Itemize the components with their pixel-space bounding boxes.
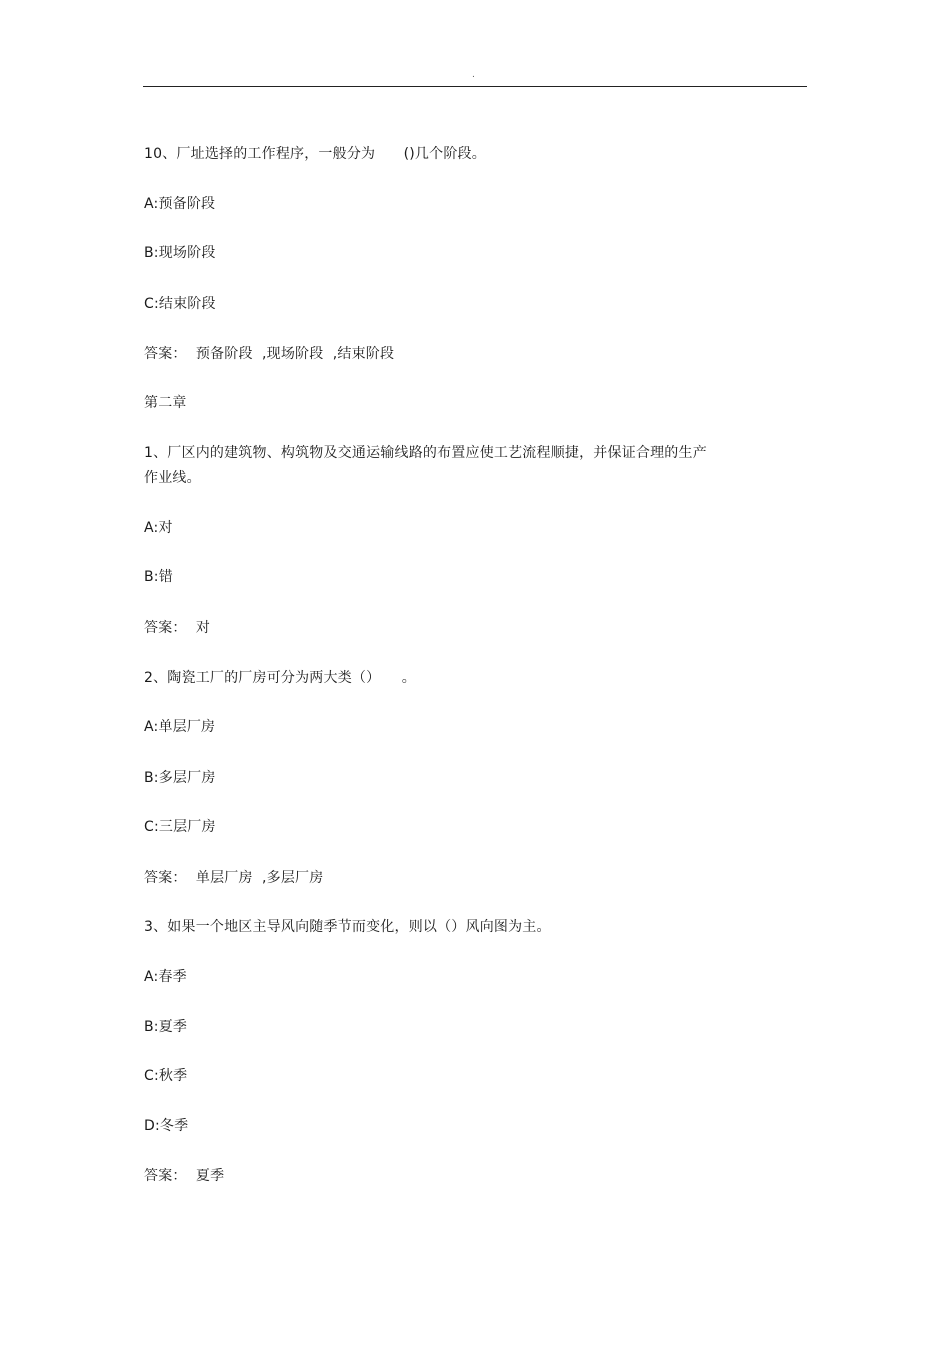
question-1-option-a: A:对 (144, 520, 173, 536)
question-10-option-b: B:现场阶段 (144, 245, 216, 261)
chapter-heading: 第二章 (144, 395, 187, 411)
question-10-answer: 答案： 预备阶段 ,现场阶段 ,结束阶段 (144, 346, 395, 362)
question-3-answer: 答案： 夏季 (144, 1168, 225, 1184)
page-header-mark: . (472, 70, 475, 80)
question-2-answer: 答案： 单层厂房 ,多层厂房 (144, 870, 324, 886)
question-1-answer: 答案： 对 (144, 620, 211, 636)
question-2-option-b: B:多层厂房 (144, 770, 216, 786)
header-rule (143, 86, 807, 87)
question-3-option-c: C:秋季 (144, 1068, 188, 1084)
question-2-stem: 2、陶瓷工厂的厂房可分为两大类（） 。 (144, 670, 416, 686)
question-2-option-c: C:三层厂房 (144, 819, 216, 835)
question-1-stem-line2: 作业线。 (144, 470, 201, 486)
question-3-option-a: A:春季 (144, 969, 187, 985)
question-10-stem: 10、厂址选择的工作程序，一般分为 ()几个阶段。 (144, 146, 486, 162)
question-3-option-d: D:冬季 (144, 1118, 189, 1134)
question-3-option-b: B:夏季 (144, 1019, 188, 1035)
question-10-option-a: A:预备阶段 (144, 196, 216, 212)
question-1-option-b: B:错 (144, 569, 173, 585)
question-10-option-c: C:结束阶段 (144, 296, 216, 312)
question-2-option-a: A:单层厂房 (144, 719, 216, 735)
question-1-stem-line1: 1、厂区内的建筑物、构筑物及交通运输线路的布置应使工艺流程顺捷，并保证合理的生产 (144, 445, 707, 461)
question-3-stem: 3、如果一个地区主导风向随季节而变化，则以（）风向图为主。 (144, 919, 551, 935)
